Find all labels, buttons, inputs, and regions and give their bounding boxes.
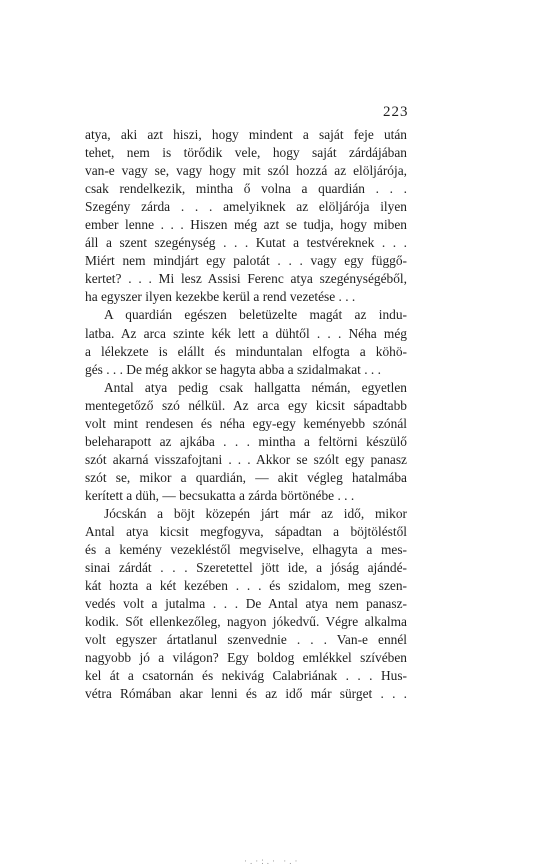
text-line: ember lenne . . . Hiszen még azt se tudja, hogy miben (85, 217, 407, 233)
text-line: volt egyszer ártatlanul szenvednie . . . Van-e ennél (85, 632, 407, 648)
text-line: Miért nem mindjárt egy palotát . . . vagy egy függő- (85, 253, 407, 269)
text-line: gés . . . De még akkor se hagyta abba a szidalmakat . . . (85, 361, 381, 377)
text-line: szót akarná visszafojtani . . . Akkor se szólt egy panasz (85, 451, 407, 467)
text-line: kerített a düh, — becsukatta a zárda börtönébe . . . (85, 487, 355, 503)
text-line: kertet? . . . Mi lesz Assisi Ferenc atya szegénységéből, (85, 271, 407, 287)
page-number: 223 (383, 104, 409, 120)
text-line: áll a szent szegénység . . . Kutat a testvéreknek . . . (85, 235, 407, 251)
text-line: van-e vagy se, vagy hogy mit szól hozzá az elöljárója, (85, 163, 407, 179)
text-line: latba. Az arca szinte kék lett a dühtől . . . Néha még (85, 325, 407, 341)
text-line: tehet, nem is törődik vele, hogy saját zárdájában (85, 145, 407, 161)
text-line: volt mint rendesen és néha egy-egy keményebb szónál (85, 415, 407, 431)
text-line: atya, aki azt hiszi, hogy mindent a saját feje után (85, 127, 407, 142)
scan-specks: ·.·:.· ·.· (244, 856, 301, 866)
text-line: és a kemény vezekléstől megviselve, elhagyta a mes- (85, 542, 407, 558)
text-line: nagyobb jó a világon? Egy boldog emlékkel szívében (85, 650, 407, 666)
body-text (85, 126, 407, 704)
text-line: sinai zárdát . . . Szeretettel jött ide, a jóság ajándé- (85, 560, 407, 576)
text-line: Antal atya pedig csak hallgatta némán, egyetlen (104, 379, 407, 395)
text-line: kel át a csatornán és nekivág Calabriának . . . Hus- (85, 668, 407, 684)
text-line: kát hozta a két kezében . . . és szidalom, meg szen- (85, 578, 407, 594)
text-line: kodik. Sőt ellenkezőleg, nagyon jókedvű. Végre alkalma (85, 614, 407, 630)
text-line: ha egyszer ilyen kezekbe kerül a rend vezetése . . . (85, 289, 356, 305)
text-line: szót se, mikor a quardián, — akit végleg hatalmába (85, 469, 407, 485)
text-line: mentegetőző szó nélkül. Az arca egy kicsit sápadtabb (85, 397, 407, 413)
text-line: Jócskán a böjt közepén járt már az idő, mikor (104, 505, 407, 521)
text-line: csak rendelkezik, mintha ő volna a quardián . . . (85, 181, 407, 197)
text-line: beleharapott az ajkába . . . mintha a feltörni készülő (85, 433, 407, 449)
text-line: A quardián egészen beletüzelte magát az indu- (104, 307, 407, 323)
text-line: a lélekzete is elállt és minduntalan elfogta a köhö- (85, 343, 407, 359)
text-line: vedés volt a jutalma . . . De Antal atya nem panasz- (85, 596, 407, 612)
text-line: Antal atya kicsit megfogyva, sápadtan a böjtöléstől (85, 524, 407, 540)
text-line: Szegény zárda . . . amelyiknek az elöljárója ilyen (85, 199, 407, 215)
text-line: vétra Rómában akar lenni és az idő már sürget . . . (85, 686, 407, 702)
